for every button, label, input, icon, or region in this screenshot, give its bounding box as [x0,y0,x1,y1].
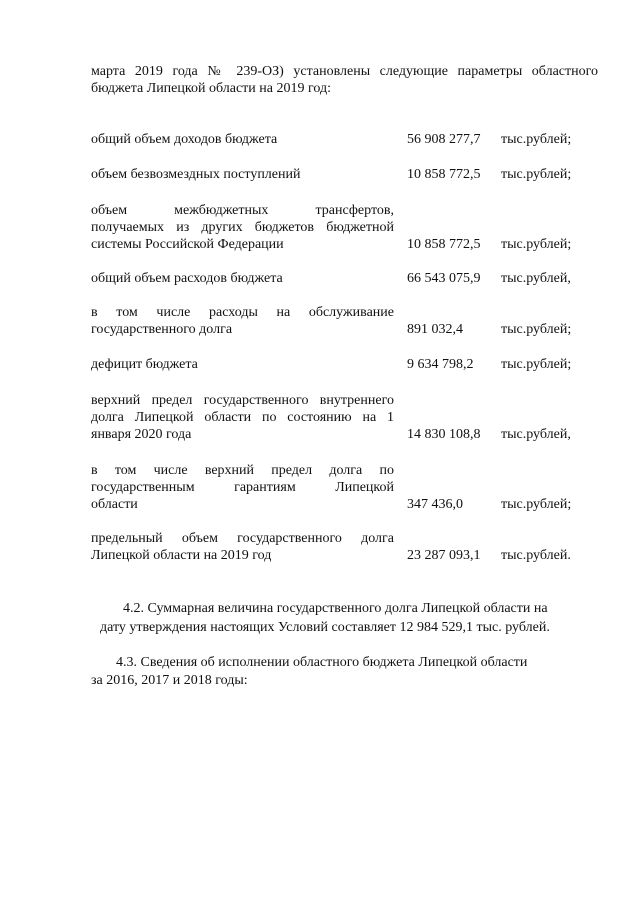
row-unit: тыс.рублей, [501,271,571,286]
row-label-line: объем безвозмездных поступлений [91,167,301,182]
row-value: 66 543 075,9 [407,271,481,286]
row-label-line: общий объем доходов бюджета [91,132,278,147]
row-unit: тыс.рублей, [501,427,571,442]
row-label-line: верхний предел государственного внутреннего [91,393,394,408]
row-label-line: в том числе расходы на обслуживание [91,305,394,320]
row-unit: тыс.рублей; [501,132,572,147]
row-value: 891 032,4 [407,322,463,337]
row-label-line: предельный объем государственного долга [91,531,394,546]
row-label-line: системы Российской Федерации [91,237,284,252]
budget-row-transfers [91,198,598,253]
budget-row-expenses [91,267,598,287]
row-unit: тыс.рублей; [501,497,572,512]
budget-row-deficit [91,353,598,373]
row-label-line: января 2020 года [91,427,192,442]
intro-line-1: марта 2019 года № 239-ОЗ) установлены следующие параметры областного [91,64,598,79]
row-value: 10 858 772,5 [407,167,481,182]
row-label-line: в том числе верхний предел долга по [91,463,394,478]
row-unit: тыс.рублей. [501,548,571,563]
row-label-line: долга Липецкой области по состоянию на 1 [91,410,394,425]
row-label [91,304,394,338]
row-value: 9 634 798,2 [407,357,474,372]
row-value: 10 858 772,5 [407,237,481,252]
row-label-line: Липецкой области на 2019 год [91,548,272,563]
section-4-2-line-1: 4.2. Суммарная величина государственного долга Липецкой области на [123,601,548,616]
row-unit: тыс.рублей; [501,167,572,182]
row-label-line: области [91,497,138,512]
row-label [91,270,394,287]
row-label [91,131,394,148]
intro-paragraph [91,63,598,97]
row-label-line: государственным гарантиям Липецкой [91,480,394,495]
row-label-line: объем межбюджетных трансфертов, [91,203,394,218]
row-value: 23 287 093,1 [407,548,481,563]
budget-row-revenue [91,128,598,148]
section-4-2-line-2: дату утверждения настоящих Условий составляет 12 984 529,1 тыс. рублей. [100,620,550,635]
row-value: 347 436,0 [407,497,463,512]
budget-row-debt-service [91,302,598,338]
row-value: 56 908 277,7 [407,132,481,147]
row-label-line: общий объем расходов бюджета [91,271,283,286]
row-label-line: государственного долга [91,322,233,337]
budget-row-grants [91,163,598,183]
budget-row-guarantees [91,458,598,513]
row-label [91,166,394,183]
budget-row-debt-limit [91,528,598,564]
row-label [91,530,394,564]
row-label [91,392,394,443]
section-4-3-line-1: 4.3. Сведения об исполнении областного бюджета Липецкой области [116,655,528,670]
budget-row-debt-ceiling [91,388,598,443]
section-4-3-line-2: за 2016, 2017 и 2018 годы: [91,673,248,688]
intro-line-2: бюджета Липецкой области на 2019 год: [91,81,331,96]
row-value: 14 830 108,8 [407,427,481,442]
row-unit: тыс.рублей; [501,322,572,337]
row-label [91,202,394,253]
row-label-line: получаемых из других бюджетов бюджетной [91,220,394,235]
row-unit: тыс.рублей; [501,357,572,372]
row-unit: тыс.рублей; [501,237,572,252]
row-label [91,356,394,373]
row-label-line: дефицит бюджета [91,357,198,372]
row-label [91,462,394,513]
